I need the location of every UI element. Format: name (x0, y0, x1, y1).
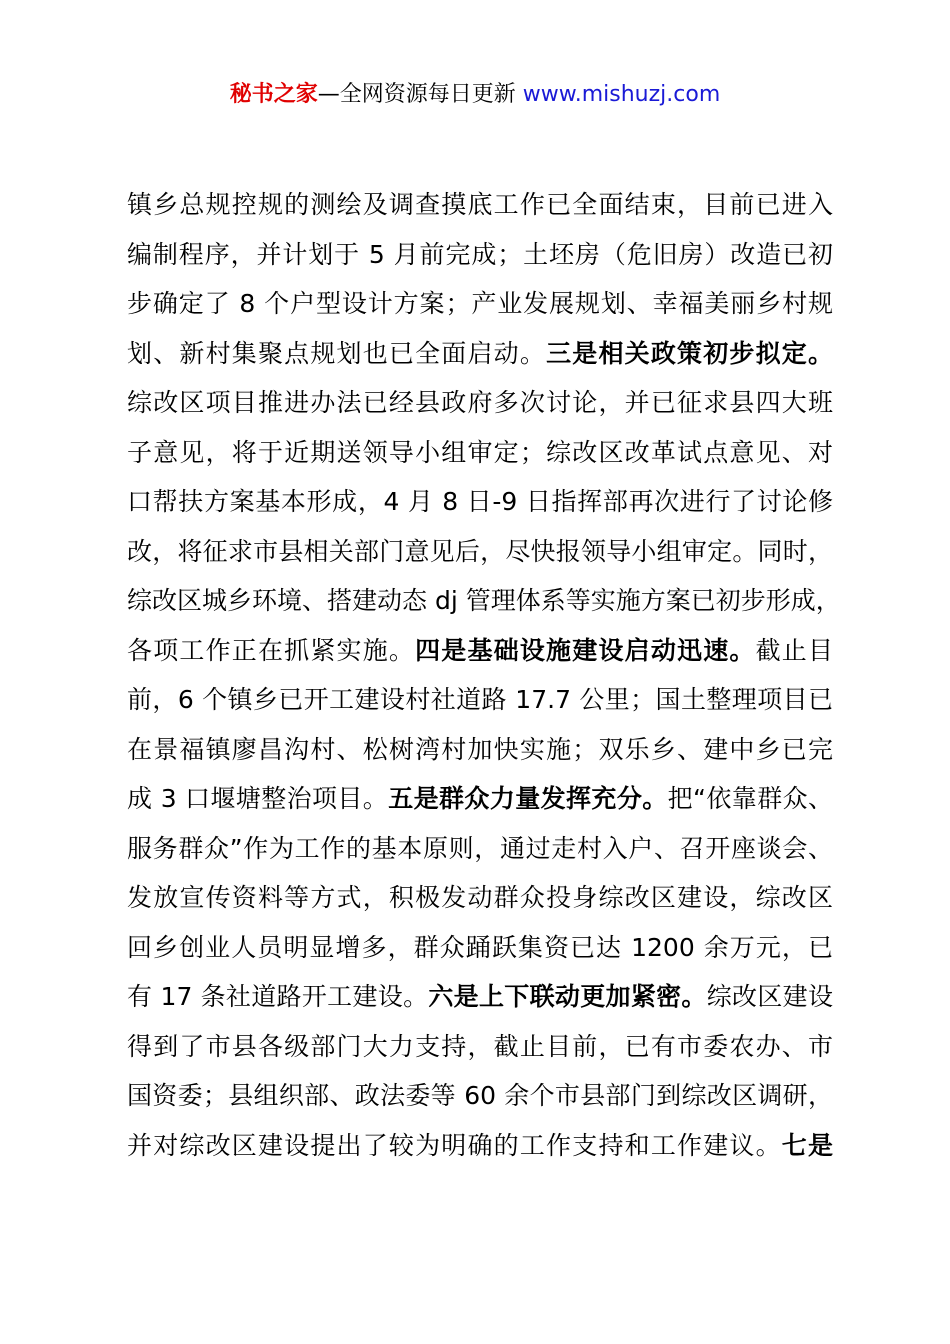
text-line (127, 1022, 833, 1072)
body-text: 子意见，将于近期送领导小组审定；综改区改革试点意见、对 (127, 437, 833, 467)
text-line (127, 824, 833, 874)
text-line (127, 527, 833, 577)
text-line (127, 477, 833, 527)
body-text: 国资委；县组织部、政法委等 60 余个市县部门到综改区调研， (127, 1081, 833, 1110)
text-line (127, 873, 833, 923)
document-body (127, 180, 841, 1170)
body-text: 发放宣传资料等方式，积极发动群众投身综改区建设，综改区 (127, 883, 833, 912)
page-header (0, 80, 950, 110)
body-text: 服务群众”作为工作的基本原则，通过走村入户、召开座谈会、 (127, 833, 833, 863)
body-text: 口帮扶方案基本形成，4 月 8 日-9 日指挥部再次进行了讨论修 (127, 487, 833, 516)
body-text: 成 3 口堰塘整治项目。 (127, 784, 389, 813)
body-text: 回乡创业人员明显增多，群众踊跃集资已达 1200 余万元，已 (127, 932, 833, 962)
text-line (127, 725, 833, 775)
body-text: 划、新村集聚点规划也已全面启动。 (127, 338, 547, 368)
bold-heading-text: 三是相关政策初步拟定。 (546, 338, 833, 368)
bold-heading-text: 六是上下联动更加紧密。 (428, 982, 707, 1011)
body-text: 在景福镇廖昌沟村、松树湾村加快实施；双乐乡、建中乡已完 (127, 734, 833, 764)
body-text: 得到了市县各级部门大力支持，截止目前，已有市委农办、市 (127, 1031, 833, 1061)
bold-heading-text: 五是群众力量发挥充分。 (388, 784, 668, 813)
text-line (127, 972, 833, 1022)
body-text: 把“依靠群众、 (667, 784, 833, 813)
header-tagline: —全网资源每日更新 (317, 82, 523, 107)
body-text: 并对综改区建设提出了较为明确的工作支持和工作建议。 (127, 1130, 782, 1160)
brand-name: 秘书之家 (229, 82, 318, 107)
text-line (127, 626, 833, 676)
text-line (127, 428, 833, 478)
body-text: 编制程序，并计划于 5 月前完成；土坯房（危旧房）改造已初 (127, 239, 833, 269)
bold-heading-text: 四是基础设施建设启动迅速。 (415, 635, 756, 665)
text-line (127, 774, 833, 824)
text-line (127, 576, 841, 626)
body-text: 前，6 个镇乡已开工建设村社道路 17.7 公里；国土整理项目已 (127, 685, 833, 714)
body-text: 镇乡总规控规的测绘及调查摸底工作已全面结束，目前已进入 (127, 190, 833, 219)
text-line (127, 1121, 833, 1171)
site-url-link[interactable]: www.mishuzj.com (522, 82, 721, 107)
text-line (127, 279, 833, 329)
body-text: 综改区项目推进办法已经县政府多次讨论，并已征求县四大班 (127, 388, 833, 417)
body-text: 步确定了 8 个户型设计方案；产业发展规划、幸福美丽乡村规 (127, 289, 833, 318)
text-line (127, 923, 833, 973)
bold-heading-text: 七是 (781, 1130, 833, 1160)
body-text: 改，将征求市县相关部门意见后，尽快报领导小组审定。同时， (127, 536, 833, 566)
body-text: 综改区城乡环境、搭建动态 dj 管理体系等实施方案已初步形成， (127, 586, 841, 615)
text-line (127, 180, 833, 230)
text-line (127, 1071, 833, 1121)
text-line (127, 675, 833, 725)
text-line (127, 378, 833, 428)
body-text: 综改区建设 (706, 982, 833, 1011)
body-text: 截止目 (755, 635, 833, 665)
text-line (127, 230, 833, 280)
text-line (127, 329, 833, 379)
body-text: 各项工作正在抓紧实施。 (127, 635, 416, 665)
body-text: 有 17 条社道路开工建设。 (127, 982, 429, 1011)
